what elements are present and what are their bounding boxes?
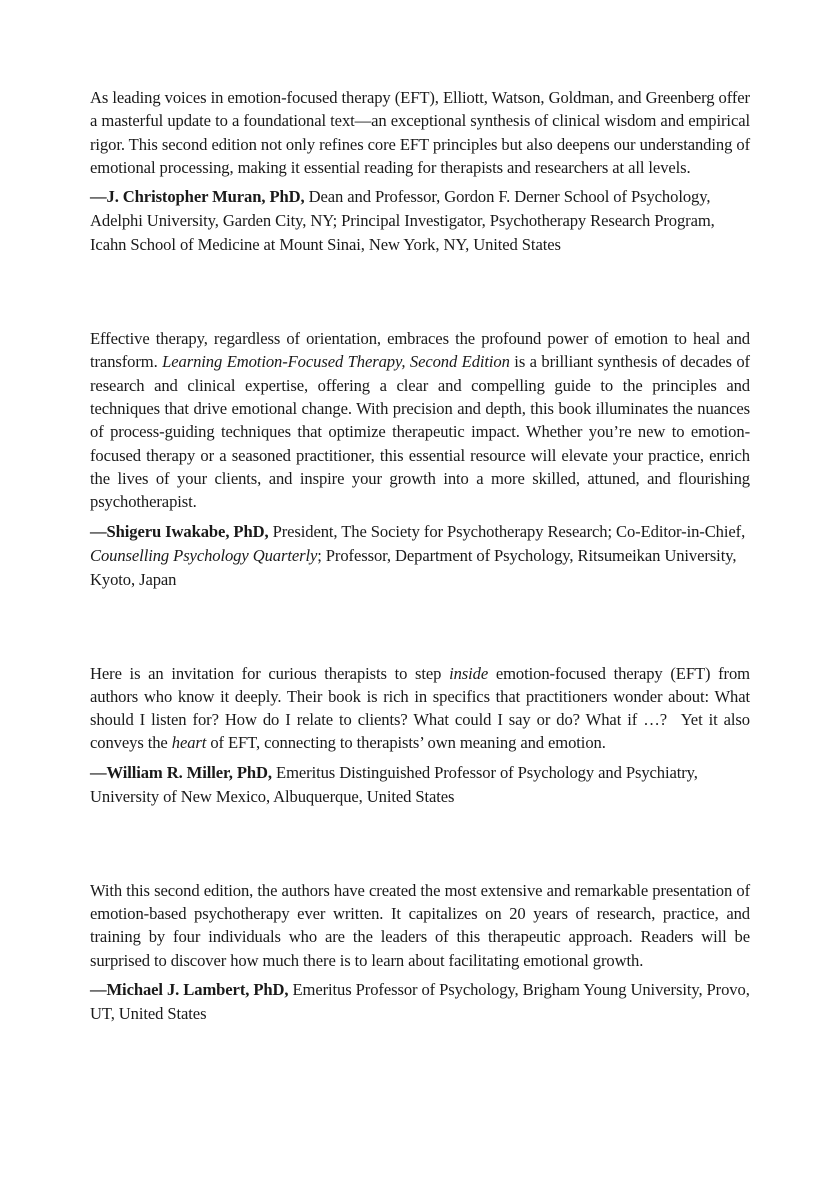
endorser-name: —J. Christopher Muran, PhD, bbox=[90, 187, 305, 207]
endorser-affiliation: Emeritus Professor of Psychology, Brigham Young University, Provo, UT, United States bbox=[90, 979, 750, 1023]
endorsement-attribution bbox=[90, 761, 750, 809]
quote-text: emotion-focused therapy (EFT) from authors who know it deeply. Their book is rich in specifics that practitioners wonder about: What should I listen for? How do I relate to clients? What could I say or do? What if …? Yet it also conveys the bbox=[90, 663, 750, 753]
endorsement-2 bbox=[90, 327, 750, 591]
endorsement-quote bbox=[90, 86, 750, 179]
endorser-affiliation: President, The Society for Psychotherapy Research; Co-Editor-in-Chief, bbox=[268, 521, 746, 541]
endorser-affiliation: Dean and Professor, Gordon F. Derner School of Psychology, Adelphi University, Garden City, NY; Principal Investigator, Psychotherapy Research Program, Icahn School of Medicine at Mount Sinai, New York, NY, United States bbox=[90, 187, 715, 255]
endorsement-4 bbox=[90, 879, 750, 1026]
emphasis-text: inside bbox=[449, 663, 489, 683]
quote-text: With this second edition, the authors have created the most extensive and remarkable presentation of emotion-based psychotherapy ever written. It capitalizes on 20 years of research, practice, and training by four individuals who are the leaders of this therapeutic approach. Readers will be surprised to discover how much there is to learn about facilitating emotional growth. bbox=[90, 880, 750, 970]
endorsement-1 bbox=[90, 86, 750, 257]
endorser-name: —Michael J. Lambert, PhD, bbox=[90, 979, 289, 999]
endorsement-attribution bbox=[90, 185, 750, 257]
quote-text: of EFT, connecting to therapists’ own meaning and emotion. bbox=[206, 733, 606, 753]
quote-text: Effective therapy, regardless of orientation, embraces the profound power of emotion to heal and transform. bbox=[90, 329, 750, 372]
endorsement-attribution bbox=[90, 978, 750, 1026]
endorsement-attribution bbox=[90, 520, 750, 592]
quote-text: Here is an invitation for curious therapists to step bbox=[90, 663, 450, 683]
quote-text: is a brilliant synthesis of decades of research and clinical expertise, offering a clear and compelling guide to the principles and techniques that drive emotional change. With precision and depth, this book illuminates the nuances of process-guiding techniques that optimize therapeutic impact. Whether you’re new to emotion-focused therapy or a seasoned practitioner, this essential resource will elevate your practice, enrich the lives of your clients, and inspire your growth into a more skilled, attuned, and flourishing psychotherapist. bbox=[90, 352, 750, 512]
endorser-affiliation: ; Professor, Department of Psychology, Ritsumeikan University, Kyoto, Japan bbox=[90, 545, 737, 589]
quote-text: As leading voices in emotion-focused therapy (EFT), Elliott, Watson, Goldman, and Greenberg offer a masterful update to a foundational text—an exceptional synthesis of clinical wisdom and empirical rigor. This second edition not only refines core EFT principles but also deepens our understanding of emotional processing, making it essential reading for therapists and researchers at all levels. bbox=[90, 88, 750, 177]
endorsement-quote bbox=[90, 662, 750, 755]
endorsements-page bbox=[90, 86, 750, 1026]
endorser-name: —Shigeru Iwakabe, PhD, bbox=[90, 521, 269, 541]
emphasis-text: heart bbox=[171, 733, 207, 753]
endorser-name: —William R. Miller, PhD, bbox=[90, 762, 272, 782]
endorsement-quote bbox=[90, 879, 750, 972]
endorsement-quote bbox=[90, 327, 750, 513]
book-title: Learning Emotion-Focused Therapy, Second Edition bbox=[162, 352, 510, 372]
endorsement-3 bbox=[90, 662, 750, 809]
journal-title: Counselling Psychology Quarterly bbox=[90, 545, 318, 565]
endorser-affiliation: Emeritus Distinguished Professor of Psychology and Psychiatry, University of New Mexico, Albuquerque, United States bbox=[90, 762, 698, 806]
